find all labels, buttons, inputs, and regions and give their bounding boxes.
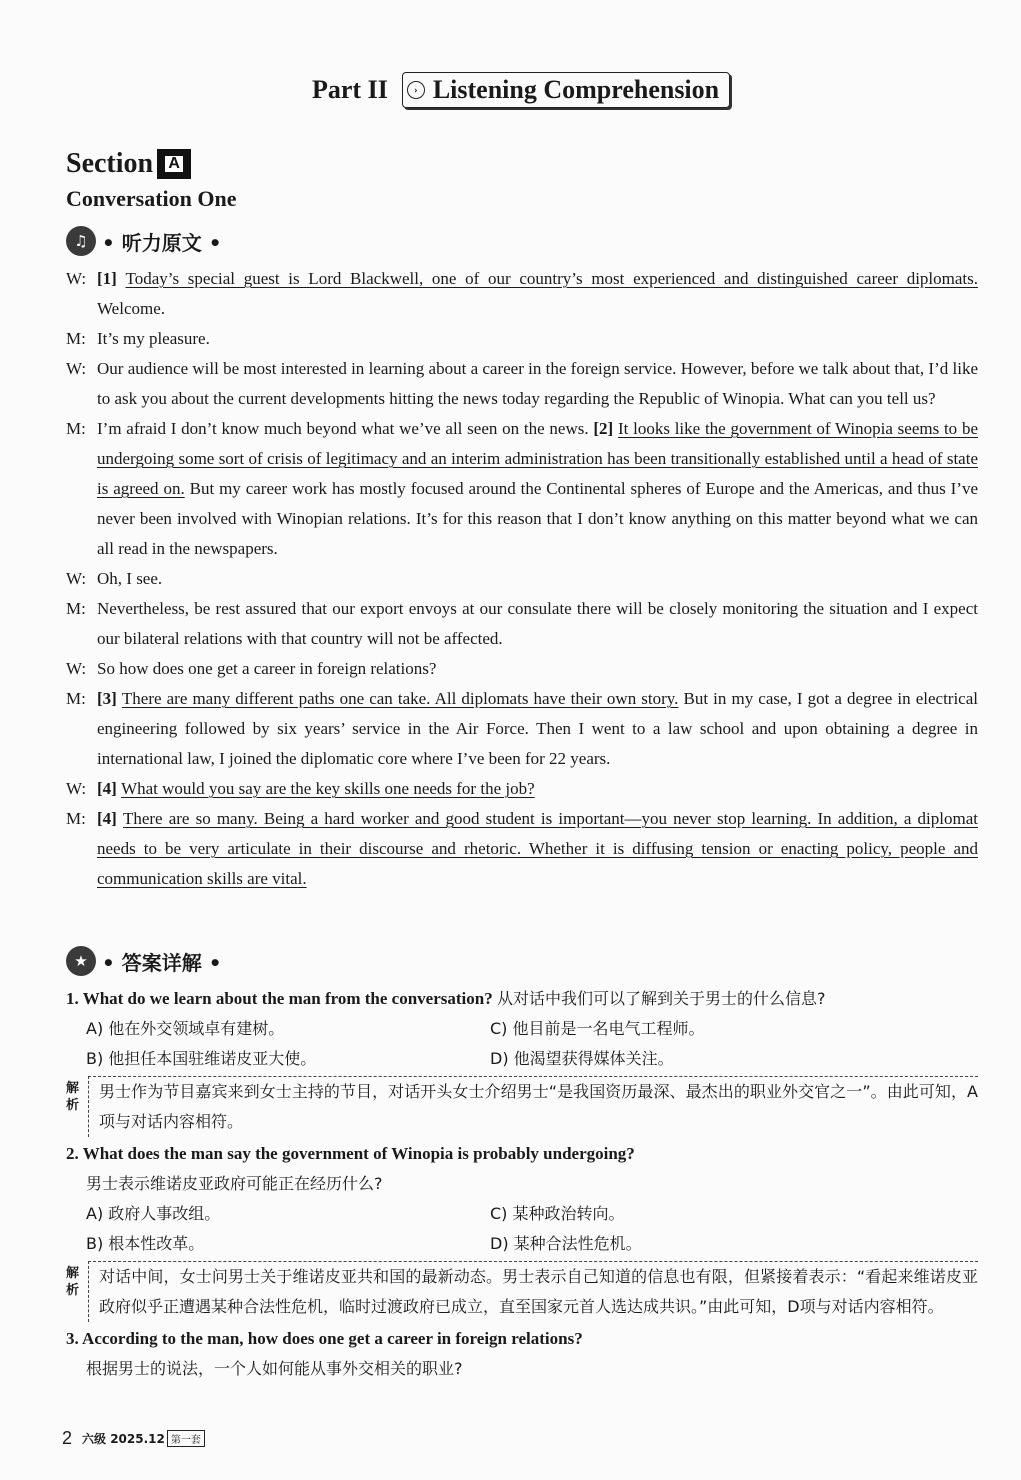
turn-text <box>97 564 978 594</box>
turn-text <box>97 654 978 684</box>
conversation-title: Conversation One <box>66 186 237 211</box>
key-sentence: What would you say are the key skills one needs for the job? <box>121 779 535 798</box>
transcript-turn <box>66 654 978 684</box>
transcript-turn <box>66 774 978 804</box>
text-segment: So how does one get a career in foreign relations? <box>97 659 437 678</box>
question-marker: [4] <box>97 809 123 828</box>
part-title: Listening Comprehension <box>432 75 720 104</box>
speaker-label: M: <box>66 329 86 348</box>
question-3-cn: 根据男士的说法，一个人如何能从事外交相关的职业? <box>86 1359 463 1378</box>
turn-text <box>97 594 978 654</box>
transcript-turn <box>66 804 978 894</box>
section-title <box>66 148 191 180</box>
analysis-text: 男士作为节目嘉宾来到女士主持的节目，对话开头女士介绍男士“是我国资历最深、最杰出的职业外交官之一”。由此可知，A项与对话内容相符。 <box>88 1076 978 1137</box>
option: B) 他担任本国驻维诺皮亚大使。 <box>86 1049 317 1068</box>
text-segment: It’s my pleasure. <box>97 329 210 348</box>
question-2: 2. What does the man say the government of Winopia is probably undergoing? <box>66 1144 635 1163</box>
question-2-cn: 男士表示维诺皮亚政府可能正在经历什么? <box>86 1174 383 1193</box>
analysis-1 <box>66 1076 978 1137</box>
question-marker: [1] <box>97 269 126 288</box>
text-segment: Welcome. <box>97 299 166 318</box>
question-marker: [3] <box>97 689 122 708</box>
section-badge-letter: A <box>165 156 183 172</box>
turn-text <box>97 684 978 774</box>
turn-text <box>97 324 978 354</box>
question-1-text: 1. What do we learn about the man from the conversation? <box>66 989 493 1008</box>
option: C) 某种政治转向。 <box>490 1204 625 1223</box>
footer <box>62 1428 205 1449</box>
answers <box>66 984 978 1384</box>
chevron-right-icon: › <box>407 81 425 99</box>
speaker-label: M: <box>66 689 86 708</box>
transcript-turn <box>66 564 978 594</box>
speaker-label: M: <box>66 809 86 828</box>
speaker-label: W: <box>66 359 87 378</box>
analysis-2 <box>66 1261 978 1322</box>
page-number: 2 <box>62 1428 73 1448</box>
question-1 <box>66 984 978 1014</box>
question-1-cn: 从对话中我们可以了解到关于男士的什么信息? <box>496 989 826 1008</box>
text-segment: But in my case, I got a degree in electrical engineering followed by six years’ service in the Air Force. Then I went to a law school and upon obtaining a degree in international law, I joined the diplomatic core where I’ve been for 22 years. <box>97 689 978 768</box>
option: A) 政府人事改组。 <box>86 1204 221 1223</box>
speaker-label: W: <box>66 569 87 588</box>
analysis-label: 解析 <box>66 1266 80 1298</box>
transcript-heading-label: • 听力原文 • <box>102 230 222 255</box>
analysis-label: 解析 <box>66 1081 80 1113</box>
turn-text <box>97 414 978 564</box>
section-label: Section <box>66 148 154 179</box>
transcript-turn <box>66 684 978 774</box>
option: A) 他在外交领域卓有建树。 <box>86 1019 285 1038</box>
turn-text <box>97 354 978 414</box>
speaker-label: W: <box>66 659 87 678</box>
exam-info: 六级 2025.12 <box>82 1432 165 1446</box>
part-header <box>312 72 730 108</box>
answers-heading <box>66 946 222 976</box>
key-sentence: It looks like the government of Winopia seems to be undergoing some sort of crisis of legitimacy and an interim administration has been transitionally established until a head of state is agreed on. <box>97 419 978 498</box>
question-3: 3. According to the man, how does one get a career in foreign relations? <box>66 1329 583 1348</box>
transcript <box>66 264 978 894</box>
part-title-box <box>402 72 730 108</box>
question-marker: [4] <box>97 779 122 798</box>
speaker-label: M: <box>66 419 86 438</box>
key-sentence: Today’s special guest is Lord Blackwell, one of our country’s most experienced and distinguished career diplomats. <box>125 269 978 288</box>
option: B) 根本性改革。 <box>86 1234 205 1253</box>
option: D) 某种合法性危机。 <box>490 1234 642 1253</box>
key-sentence: There are many different paths one can take. All diplomats have their own story. <box>121 689 679 708</box>
lightbulb-icon: ★ <box>66 946 96 976</box>
question-marker: [2] <box>593 419 618 438</box>
speaker-label: W: <box>66 269 87 288</box>
transcript-turn <box>66 324 978 354</box>
turn-text <box>97 264 978 324</box>
part-label: Part II <box>312 75 388 104</box>
answers-heading-label: • 答案详解 • <box>102 950 222 975</box>
transcript-heading <box>66 226 222 256</box>
set-tag: 第一套 <box>167 1430 205 1447</box>
question-1-options <box>66 1014 978 1074</box>
transcript-turn <box>66 414 978 564</box>
turn-text <box>97 804 978 894</box>
analysis-text: 对话中间，女士问男士关于维诺皮亚共和国的最新动态。男士表示自己知道的信息也有限，但紧接着表示：“看起来维诺皮亚政府似乎正遭遇某种合法性危机，临时过渡政府已成立，直至国家元首人选达成共识。”由此可知，D项与对话内容相符。 <box>88 1261 978 1322</box>
transcript-turn <box>66 354 978 414</box>
text-segment: Oh, I see. <box>97 569 163 588</box>
speaker-label: W: <box>66 779 87 798</box>
text-segment: Nevertheless, be rest assured that our export envoys at our consulate there will be closely monitoring the situation and I expect our bilateral relations with that country will not be affected. <box>97 599 978 648</box>
option: D) 他渴望获得媒体关注。 <box>490 1049 674 1068</box>
question-2-options <box>66 1199 978 1259</box>
text-segment: I’m afraid I don’t know much beyond what we’ve all seen on the news. <box>97 419 594 438</box>
section-badge <box>157 149 191 179</box>
speaker-label: M: <box>66 599 86 618</box>
key-sentence: There are so many. Being a hard worker and good student is important—you never stop learning. In addition, a diplomat needs to be very articulate in their discourse and rhetoric. Whether it is diffusing tension or enacting policy, people and communication skills are vital. <box>97 809 978 888</box>
transcript-turn <box>66 264 978 324</box>
headphones-icon: ♫ <box>66 226 96 256</box>
transcript-turn <box>66 594 978 654</box>
turn-text <box>97 774 978 804</box>
text-segment: But my career work has mostly focused around the Continental spheres of Europe and the Americas, and thus I’ve never been involved with Winopian relations. It’s for this reason that I don’t know anything on this matter beyond what we can all read in the newspapers. <box>97 479 978 558</box>
option: C) 他目前是一名电气工程师。 <box>490 1019 705 1038</box>
text-segment: Our audience will be most interested in learning about a career in the foreign service. However, before we talk about that, I’d like to ask you about the current developments hitting the news today regarding the Republic of Winopia. What can you tell us? <box>97 359 978 408</box>
